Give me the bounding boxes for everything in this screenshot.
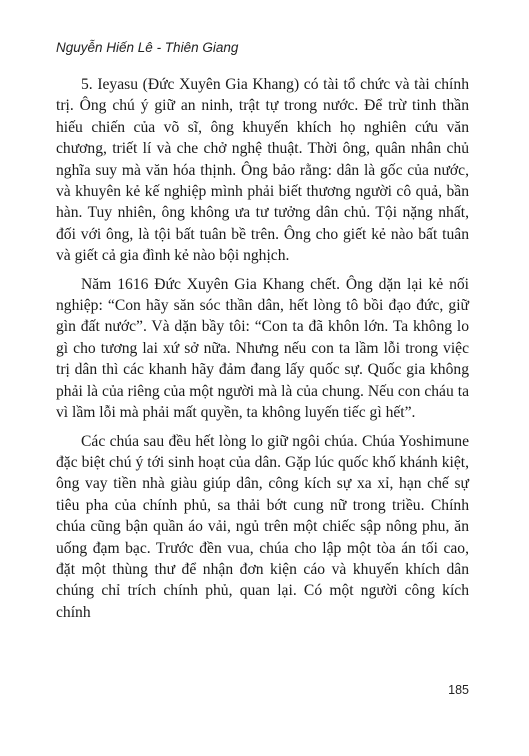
paragraph-ieyasu: 5. Ieyasu (Đức Xuyên Gia Khang) có tài tổ chức và tài chính trị. Ông chú ý giữ an ninh, trật tự trong nước. Để trừ tinh thần hiếu chiến của võ sĩ, ông khuyến khích họ nghiên cứu văn chương, triết lí và che chở nghệ thuật. Thời ông, quân nhân chủ nghĩa suy mà văn hóa thịnh. Ông bảo rằng: dân là gốc của nước, và khuyên kẻ kế nghiệp mình phải biết thương người cô quả, bần hàn. Tuy nhiên, ông không ưa tư tưởng dân chủ. Tội nặng nhất, đối với ông, là tội bất tuân bề trên. Ông cho giết kẻ nào bất tuân và giết cả gia đình kẻ nào bội nghịch. bbox=[56, 76, 469, 265]
body-text bbox=[56, 74, 469, 630]
paragraph-1616: Năm 1616 Đức Xuyên Gia Khang chết. Ông dặn lại kẻ nối nghiệp: “Con hãy săn sóc thần dân, hết lòng tô bồi đạo đức, giữ gìn đất nước”. Và dặn bầy tôi: “Con ta đã khôn lớn. Ta không lo gì cho tương lai xứ sở nữa. Nhưng nếu con ta lầm lỗi trong việc trị dân thì các khanh hãy đảm đang lấy quốc sự. Quốc gia không phải là của riêng của một người mà là của chung. Nếu con cháu ta vì lầm lỗi mà phải mất quyền, ta không luyến tiếc gì hết”. bbox=[56, 275, 469, 422]
page-number: 185 bbox=[448, 683, 469, 697]
running-header: Nguyễn Hiến Lê - Thiên Giang bbox=[56, 40, 239, 55]
paragraph-yoshimune: Các chúa sau đều hết lòng lo giữ ngôi chúa. Chúa Yoshimune đặc biệt chú ý tới sinh hoạt của dân. Gặp lúc quốc khố khánh kiệt, ông vay tiền nhà giàu giúp dân, công kích sự xa xỉ, hạn chế sự tiêu pha của chính phủ, sa thải bớt cung nữ trong triều. Chính chúa cũng bận quần áo vải, ngủ trên một chiếc sập nông phu, ăn uống đạm bạc. Trước đền vua, chúa cho lập một tòa án tối cao, đặt một thùng thư để nhận đơn kiện cáo và khuyến khích dân chúng chỉ trích chính phủ, quan lại. Có một người công kích chính bbox=[56, 432, 469, 621]
